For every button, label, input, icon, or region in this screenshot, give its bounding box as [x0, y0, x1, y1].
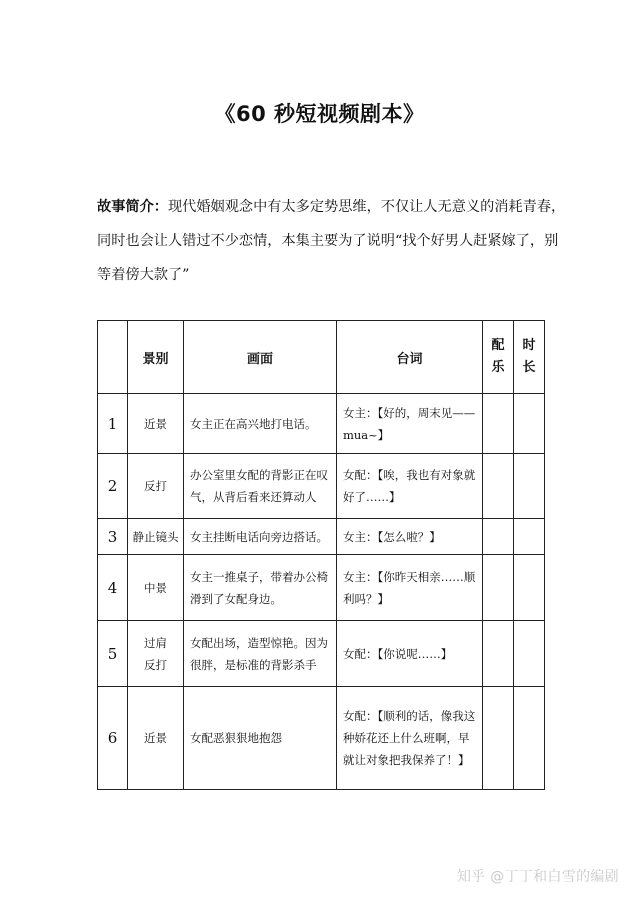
row-duration	[514, 555, 545, 621]
row-shot-line-1: 过肩	[144, 635, 167, 650]
table-row	[98, 687, 545, 790]
table-row	[98, 394, 545, 454]
row-line: 女配：【唉，我也有对象就好了……】	[337, 454, 483, 519]
row-scene: 办公室里女配的背影正在叹气，从背后看来还算动人	[184, 454, 337, 519]
row-music	[483, 687, 514, 790]
row-shot	[128, 621, 184, 687]
row-line: 女配：【你说呢……】	[337, 621, 483, 687]
synopsis-label: 故事简介：	[97, 199, 168, 215]
row-scene: 女配恶狠狠地抱怨	[184, 687, 337, 790]
row-music	[483, 454, 514, 519]
row-number: 4	[98, 555, 128, 621]
row-shot: 中景	[128, 555, 184, 621]
row-line: 女主：【怎么啦？】	[337, 519, 483, 555]
table-row	[98, 555, 545, 621]
header-duration	[514, 321, 545, 394]
row-shot-line-2: 反打	[144, 657, 167, 672]
table-row	[98, 454, 545, 519]
row-scene: 女主正在高兴地打电话。	[184, 394, 337, 454]
row-shot: 近景	[128, 687, 184, 790]
row-duration	[514, 519, 545, 555]
row-number: 6	[98, 687, 128, 790]
row-scene: 女主一推桌子，带着办公椅滑到了女配身边。	[184, 555, 337, 621]
row-shot: 近景	[128, 394, 184, 454]
header-music-char-1: 配	[491, 338, 505, 353]
script-table	[97, 320, 545, 790]
row-music	[483, 519, 514, 555]
header-line: 台词	[337, 321, 483, 394]
row-number: 1	[98, 394, 128, 454]
watermark: 知乎 @丁丁和白雪的编剧	[456, 869, 619, 885]
table-row	[98, 519, 545, 555]
row-shot: 反打	[128, 454, 184, 519]
header-music	[483, 321, 514, 394]
row-duration	[514, 621, 545, 687]
header-duration-char-1: 时	[522, 338, 536, 353]
synopsis-text: 现代婚姻观念中有太多定势思维，不仅让人无意义的消耗青春，同时也会让人错过不少恋情，本集主要为了说明“找个好男人赶紧嫁了，别等着傍大款了”	[97, 199, 566, 283]
row-number: 3	[98, 519, 128, 555]
header-music-char-2: 乐	[491, 360, 505, 375]
row-duration	[514, 454, 545, 519]
row-shot: 静止镜头	[128, 519, 184, 555]
table-header-row	[98, 321, 545, 394]
table-row	[98, 621, 545, 687]
row-music	[483, 394, 514, 454]
row-music	[483, 621, 514, 687]
row-duration	[514, 687, 545, 790]
header-duration-char-2: 长	[522, 360, 536, 375]
row-number: 2	[98, 454, 128, 519]
document-title: 《60 秒短视频剧本》	[214, 102, 425, 126]
row-music	[483, 555, 514, 621]
story-synopsis	[97, 190, 567, 292]
row-line: 女配：【顺利的话，像我这种娇花还上什么班啊，早就让对象把我保养了！】	[337, 687, 483, 790]
header-number	[98, 321, 128, 394]
row-duration	[514, 394, 545, 454]
row-line: 女主：【好的，周末见——mua~】	[337, 394, 483, 454]
row-line: 女主：【你昨天相亲……顺利吗？】	[337, 555, 483, 621]
row-scene: 女配出场，造型惊艳。因为很胖，是标准的背影杀手	[184, 621, 337, 687]
row-scene: 女主挂断电话向旁边搭话。	[184, 519, 337, 555]
header-shot: 景别	[128, 321, 184, 394]
header-scene: 画面	[184, 321, 337, 394]
row-number: 5	[98, 621, 128, 687]
